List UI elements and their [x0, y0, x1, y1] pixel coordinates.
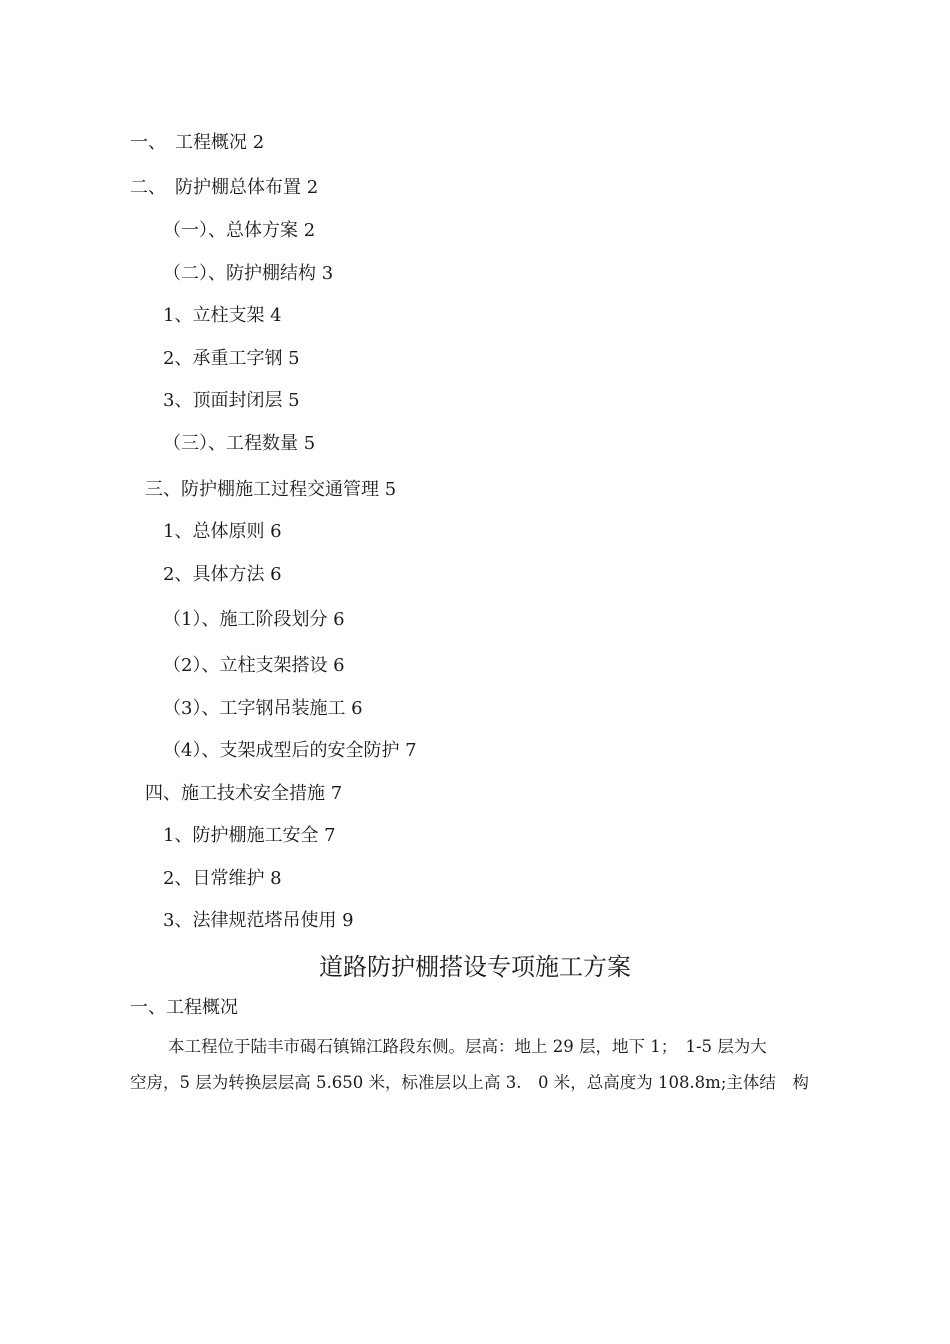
- toc-entry[interactable]: 2、具体方法 6: [163, 564, 282, 585]
- toc-entry[interactable]: 一、 工程概况 2: [130, 132, 265, 153]
- toc-entry[interactable]: 3、顶面封闭层 5: [163, 390, 300, 411]
- toc-entry[interactable]: 1、防护棚施工安全 7: [163, 825, 336, 846]
- toc-entry[interactable]: （1）、施工阶段划分 6: [163, 609, 345, 630]
- toc-entry[interactable]: （3）、工字钢吊装施工 6: [163, 698, 363, 719]
- toc-entry[interactable]: 2、日常维护 8: [163, 868, 282, 889]
- toc-entry[interactable]: （三）、工程数量 5: [163, 433, 316, 454]
- section-heading: 一、工程概况: [130, 997, 238, 1018]
- toc-entry[interactable]: 3、法律规范塔吊使用 9: [163, 910, 354, 931]
- toc-entry[interactable]: 1、立柱支架 4: [163, 305, 282, 326]
- toc-entry[interactable]: 四、施工技术安全措施 7: [145, 783, 343, 804]
- document-title: 道路防护棚搭设专项施工方案: [319, 953, 631, 981]
- toc-entry[interactable]: （4）、支架成型后的安全防护 7: [163, 740, 417, 761]
- paragraph-line: 空房，5 层为转换层层高 5.650 米，标准层以上高 3. 0 米，总高度为 108.8m;主体结 构: [130, 1073, 809, 1092]
- toc-entry[interactable]: 2、承重工字钢 5: [163, 348, 300, 369]
- toc-entry[interactable]: 三、防护棚施工过程交通管理 5: [145, 479, 397, 500]
- paragraph-line: 本工程位于陆丰市碣石镇锦江路段东侧。层高：地上 29 层，地下 1； 1-5 层为大: [168, 1037, 767, 1056]
- toc-entry[interactable]: （二）、防护棚结构 3: [163, 263, 334, 284]
- toc-entry[interactable]: 1、总体原则 6: [163, 521, 282, 542]
- toc-entry[interactable]: （一）、总体方案 2: [163, 220, 316, 241]
- toc-entry[interactable]: （2）、立柱支架搭设 6: [163, 655, 345, 676]
- toc-entry[interactable]: 二、 防护棚总体布置 2: [130, 177, 319, 198]
